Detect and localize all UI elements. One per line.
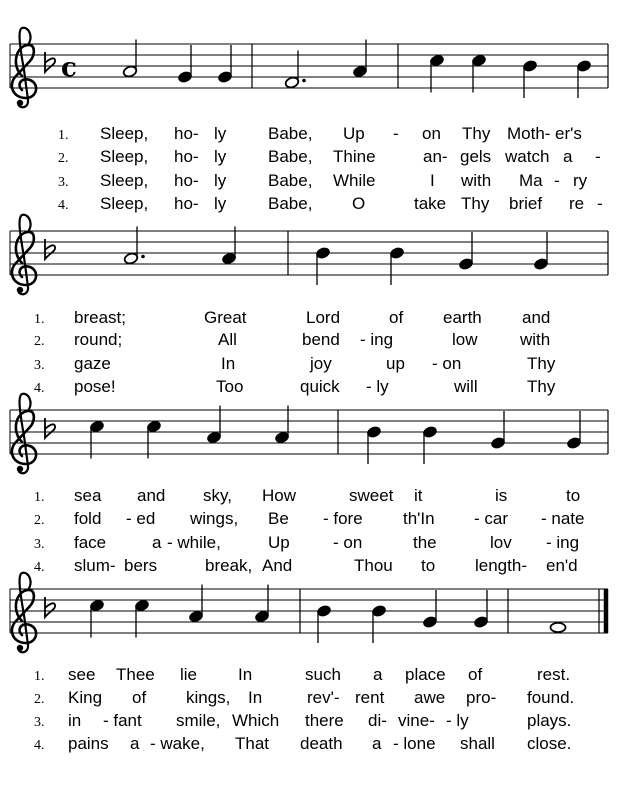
notes bbox=[122, 40, 591, 99]
syllable: a bbox=[130, 734, 140, 753]
syllable: - ed bbox=[126, 509, 156, 528]
verse-number: 3. bbox=[34, 358, 45, 373]
syllable: - fore bbox=[323, 509, 363, 528]
system-2 bbox=[10, 215, 608, 396]
verse-number: 3. bbox=[58, 175, 69, 190]
syllable: - bbox=[597, 194, 603, 213]
syllable: In bbox=[221, 354, 236, 373]
verse-number: 1. bbox=[34, 490, 45, 505]
verse-number: 1. bbox=[34, 669, 45, 684]
syllable: vine- bbox=[398, 711, 435, 730]
syllable: di- bbox=[368, 711, 387, 730]
verse-number: 3. bbox=[34, 537, 45, 552]
syllable: close. bbox=[527, 734, 572, 753]
syllable: low bbox=[452, 330, 478, 349]
syllable: lie bbox=[180, 665, 198, 684]
syllable: death bbox=[300, 734, 343, 753]
syllable: While bbox=[333, 171, 376, 190]
lyrics bbox=[34, 665, 574, 753]
syllable: ho- bbox=[174, 194, 199, 213]
syllable: - on bbox=[333, 533, 363, 552]
syllable: gaze bbox=[74, 354, 111, 373]
verse-number: 2. bbox=[58, 151, 69, 166]
syllable: ho- bbox=[174, 147, 199, 166]
syllable: awe bbox=[414, 688, 446, 707]
syllable: sea bbox=[74, 486, 102, 505]
syllable: sky, bbox=[203, 486, 232, 505]
system-1 bbox=[10, 28, 608, 213]
syllable: - ly bbox=[446, 711, 469, 730]
syllable: th'In bbox=[403, 509, 435, 528]
syllable: rest. bbox=[537, 665, 571, 684]
staff-lines bbox=[10, 589, 608, 633]
syllable: a bbox=[152, 533, 162, 552]
lyrics bbox=[34, 486, 584, 575]
syllable: and bbox=[522, 308, 551, 327]
syllable: - bbox=[554, 171, 560, 190]
staff-lines bbox=[10, 410, 608, 454]
syllable: er's bbox=[555, 124, 582, 143]
syllable: watch bbox=[505, 147, 550, 166]
syllable: bers bbox=[124, 556, 158, 575]
syllable: re bbox=[569, 194, 585, 213]
syllable: to bbox=[566, 486, 581, 505]
syllable: In bbox=[238, 665, 253, 684]
syllable: rev'- bbox=[307, 688, 340, 707]
syllable: is bbox=[495, 486, 508, 505]
syllable: Great bbox=[204, 308, 247, 327]
staff-lines bbox=[10, 44, 608, 88]
syllable: - ly bbox=[366, 377, 389, 396]
lyrics bbox=[34, 308, 556, 396]
syllable: Sleep, bbox=[100, 171, 149, 190]
syllable: - wake, bbox=[150, 734, 205, 753]
syllable: a bbox=[372, 734, 382, 753]
syllable: of bbox=[389, 308, 404, 327]
syllable: sweet bbox=[349, 486, 394, 505]
syllable: pains bbox=[68, 734, 109, 753]
syllable: up bbox=[386, 354, 405, 373]
syllable: I bbox=[430, 171, 435, 190]
syllable: - bbox=[393, 124, 399, 143]
syllable: ry bbox=[573, 171, 588, 190]
syllable: an- bbox=[423, 147, 448, 166]
syllable: brief bbox=[509, 194, 543, 213]
syllable: it bbox=[414, 486, 423, 505]
verse-number: 2. bbox=[34, 692, 45, 707]
verse-number: 3. bbox=[34, 715, 45, 730]
syllable: Too bbox=[216, 377, 244, 396]
syllable: Sleep, bbox=[100, 147, 149, 166]
verse-number: 4. bbox=[58, 198, 69, 213]
syllable: - bbox=[595, 147, 601, 166]
note bbox=[551, 623, 566, 632]
note-dot bbox=[141, 255, 145, 259]
syllable: bend bbox=[302, 330, 340, 349]
syllable: That bbox=[235, 734, 270, 753]
syllable: ho- bbox=[174, 171, 199, 190]
syllable: shall bbox=[460, 734, 495, 753]
syllable: Sleep, bbox=[100, 194, 149, 213]
syllable: of bbox=[132, 688, 147, 707]
syllable: Thy bbox=[462, 124, 491, 143]
syllable: with bbox=[520, 330, 551, 349]
syllable: Thy bbox=[527, 377, 556, 396]
syllable: gels bbox=[460, 147, 492, 166]
syllable: Thy bbox=[461, 194, 490, 213]
syllable: Babe, bbox=[268, 171, 313, 190]
notes bbox=[89, 585, 565, 644]
syllable: How bbox=[262, 486, 297, 505]
syllable: - lone bbox=[393, 734, 436, 753]
syllable: plays. bbox=[527, 711, 572, 730]
syllable: found. bbox=[527, 688, 575, 707]
syllable: a bbox=[563, 147, 573, 166]
notes bbox=[123, 227, 548, 286]
syllable: kings, bbox=[186, 688, 231, 707]
system-3 bbox=[10, 394, 608, 575]
syllable: such bbox=[305, 665, 341, 684]
syllable: joy bbox=[310, 354, 332, 373]
note-dot bbox=[302, 79, 306, 83]
syllable: wings, bbox=[190, 509, 239, 528]
treble-clef-icon bbox=[12, 573, 36, 653]
syllable: pose! bbox=[74, 377, 116, 396]
syllable: - car bbox=[474, 509, 508, 528]
treble-clef-icon bbox=[12, 28, 36, 108]
syllable: Moth- bbox=[507, 124, 551, 143]
syllable: In bbox=[248, 688, 263, 707]
syllable: breast; bbox=[74, 308, 126, 327]
syllable: King bbox=[68, 688, 103, 707]
syllable: - nate bbox=[541, 509, 585, 528]
syllable: Lord bbox=[306, 308, 341, 327]
syllable: Sleep, bbox=[100, 124, 149, 143]
syllable: and bbox=[137, 486, 166, 505]
syllable: en'd bbox=[546, 556, 578, 575]
syllable: ly bbox=[214, 171, 227, 190]
syllable: Which bbox=[232, 711, 280, 730]
syllable: And bbox=[262, 556, 293, 575]
syllable: fold bbox=[74, 509, 102, 528]
syllable: Thine bbox=[333, 147, 376, 166]
syllable: to bbox=[421, 556, 436, 575]
syllable: Babe, bbox=[268, 124, 313, 143]
syllable: of bbox=[468, 665, 483, 684]
syllable: length- bbox=[475, 556, 527, 575]
verse-number: 4. bbox=[34, 738, 45, 753]
syllable: break, bbox=[205, 556, 253, 575]
syllable: Thou bbox=[354, 556, 393, 575]
staff-lines bbox=[10, 231, 608, 275]
verse-number: 4. bbox=[34, 560, 45, 575]
syllable: O bbox=[352, 194, 366, 213]
syllable: there bbox=[305, 711, 344, 730]
syllable: see bbox=[68, 665, 96, 684]
syllable: Up bbox=[268, 533, 290, 552]
syllable: Up bbox=[343, 124, 365, 143]
syllable: will bbox=[454, 377, 478, 396]
syllable: All bbox=[218, 330, 237, 349]
syllable: - while, bbox=[167, 533, 221, 552]
syllable: - fant bbox=[103, 711, 142, 730]
syllable: - ing bbox=[546, 533, 580, 552]
syllable: face bbox=[74, 533, 107, 552]
lyrics bbox=[58, 124, 603, 213]
verse-number: 1. bbox=[58, 128, 69, 143]
syllable: lov bbox=[490, 533, 512, 552]
syllable: Babe, bbox=[268, 194, 313, 213]
syllable: ly bbox=[214, 124, 227, 143]
syllable: - on bbox=[432, 354, 462, 373]
treble-clef-icon bbox=[12, 394, 36, 474]
syllable: Babe, bbox=[268, 147, 313, 166]
syllable: - ing bbox=[360, 330, 394, 349]
syllable: ly bbox=[214, 194, 227, 213]
treble-clef-icon bbox=[12, 215, 36, 295]
syllable: in bbox=[68, 711, 82, 730]
syllable: smile, bbox=[176, 711, 221, 730]
common-time-icon: c bbox=[61, 53, 77, 83]
syllable: on bbox=[422, 124, 441, 143]
verse-number: 1. bbox=[34, 312, 45, 327]
syllable: earth bbox=[443, 308, 482, 327]
syllable: the bbox=[413, 533, 437, 552]
syllable: rent bbox=[355, 688, 385, 707]
syllable: place bbox=[405, 665, 446, 684]
syllable: quick bbox=[300, 377, 340, 396]
syllable: ly bbox=[214, 147, 227, 166]
syllable: Ma bbox=[519, 171, 543, 190]
syllable: Thee bbox=[116, 665, 155, 684]
system-4 bbox=[10, 573, 608, 753]
verse-number: 4. bbox=[34, 381, 45, 396]
syllable: a bbox=[373, 665, 383, 684]
syllable: round; bbox=[74, 330, 123, 349]
syllable: ho- bbox=[174, 124, 199, 143]
verse-number: 2. bbox=[34, 513, 45, 528]
syllable: Be bbox=[268, 509, 289, 528]
syllable: pro- bbox=[466, 688, 497, 707]
syllable: take bbox=[414, 194, 447, 213]
syllable: Thy bbox=[527, 354, 556, 373]
syllable: with bbox=[461, 171, 492, 190]
syllable: slum- bbox=[74, 556, 116, 575]
notes bbox=[89, 406, 581, 465]
verse-number: 2. bbox=[34, 334, 45, 349]
